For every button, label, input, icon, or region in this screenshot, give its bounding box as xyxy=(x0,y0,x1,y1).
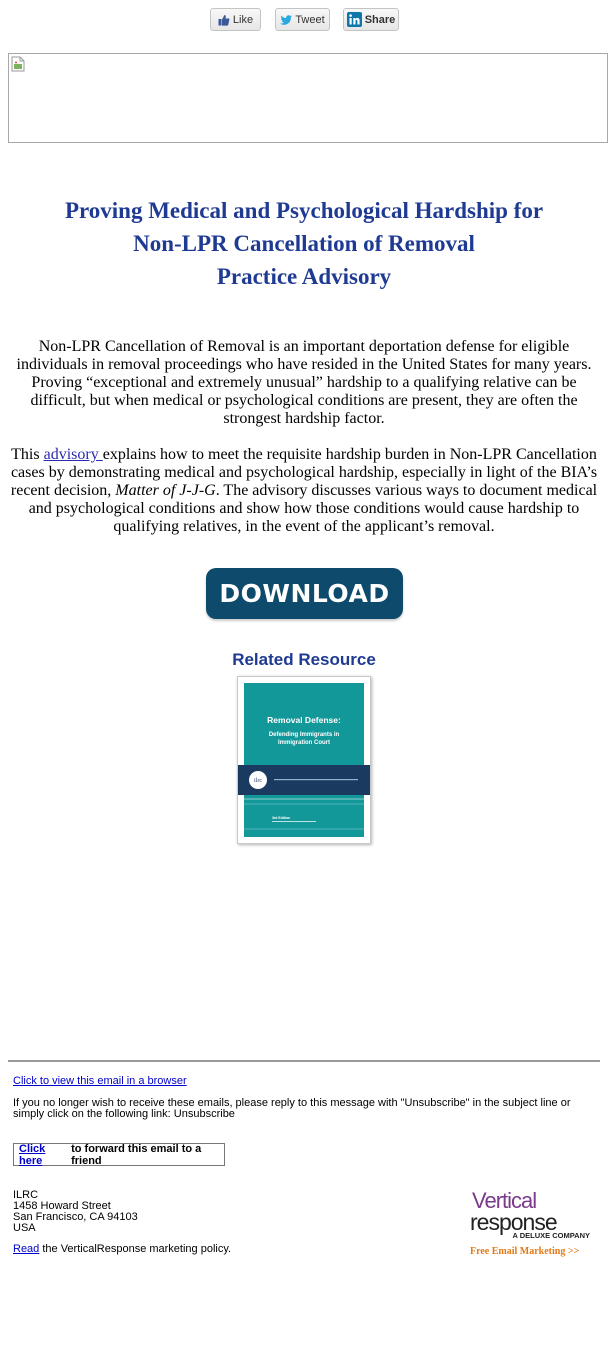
related-resource-heading: Related Resource xyxy=(232,650,376,669)
book-title-2: Defending Immigrants in xyxy=(268,732,340,738)
body-suffix: . The advisory discusses various ways to document medical and psychological conditions and show how those conditions would cause hardship to qualifying relatives, in the event of the applicant’s removal. xyxy=(28,482,598,535)
ilrc-logo-text: ilrc xyxy=(254,778,262,784)
read-policy-link[interactable]: Read xyxy=(13,1243,40,1255)
country: USA xyxy=(13,1222,36,1234)
body-prefix: This xyxy=(11,446,44,463)
tweet-label: Tweet xyxy=(295,13,325,26)
vr-tag: A DELUXE COMPANY xyxy=(512,1231,590,1240)
related-resource-book-cover[interactable] xyxy=(237,676,371,844)
vr-logo-art xyxy=(468,1186,598,1258)
twitter-bird-icon xyxy=(280,15,292,25)
linkedin-icon xyxy=(347,12,362,27)
street: 1458 Howard Street xyxy=(13,1200,111,1212)
address-block xyxy=(13,1190,138,1234)
thumbs-up-icon xyxy=(218,14,230,26)
unsubscribe-text: If you no longer wish to receive these emails, please reply to this message with "Unsubscribe" in the subject line or simply click on the following link: Unsubscribe xyxy=(13,1097,571,1120)
linkedin-share-button[interactable] xyxy=(343,8,399,31)
org-name: ILRC xyxy=(13,1189,39,1201)
forward-email-box xyxy=(13,1143,225,1166)
title-line-1: Proving Medical and Psychological Hardship for xyxy=(64,198,544,223)
body-paragraph xyxy=(8,446,600,536)
vr-line-1: Vertical xyxy=(472,1188,537,1213)
page-title xyxy=(20,194,588,293)
policy-row xyxy=(13,1244,231,1255)
download-button[interactable]: DOWNLOAD xyxy=(206,568,403,619)
case-name: Matter of J-J-G xyxy=(115,482,216,499)
book-title-1: Removal Defense: xyxy=(267,715,341,725)
like-label: Like xyxy=(232,13,254,26)
header-banner-image xyxy=(8,53,608,143)
forward-text: to forward this email to a friend xyxy=(71,1142,202,1167)
body-middle: explains how to meet the requisite hardship burden in Non-LPR Cancellation cases by demonstrating medical and psychological hardship, especially in light of the BIA’s recent decision, xyxy=(10,446,598,499)
advisory-link[interactable]: advisory xyxy=(43,446,103,463)
book-cover-art xyxy=(238,677,370,843)
verticalresponse-logo[interactable] xyxy=(468,1186,598,1258)
city: San Francisco, CA 94103 xyxy=(13,1211,138,1223)
policy-text: the VerticalResponse marketing policy. xyxy=(42,1243,232,1255)
vr-cta: Free Email Marketing >> xyxy=(470,1246,580,1257)
intro-paragraph: Non-LPR Cancellation of Removal is an important deportation defense for eligible individuals in removal proceedings who have resided in the United States for many years. Proving “exceptional and extremely unusual” hardship to a qualifying relative can be difficult, but when medical or psychological conditions are present, they are often the strongest hardship factor. xyxy=(16,338,592,427)
forward-link[interactable]: Click here xyxy=(19,1142,46,1167)
cover-background xyxy=(244,683,364,837)
book-edition: 3rd Edition xyxy=(272,816,291,820)
view-in-browser-row xyxy=(13,1076,187,1087)
share-label: Share xyxy=(364,13,396,26)
twitter-tweet-button[interactable] xyxy=(275,8,330,31)
facebook-like-button[interactable] xyxy=(210,8,261,31)
view-in-browser-link[interactable]: Click to view this email in a browser xyxy=(13,1075,187,1087)
vr-line-2: response xyxy=(470,1209,557,1235)
footer-divider xyxy=(8,1060,600,1062)
book-title-3: Immigration Court xyxy=(278,740,330,746)
title-line-2: Non-LPR Cancellation of Removal xyxy=(133,231,475,256)
title-line-3: Practice Advisory xyxy=(216,264,392,289)
broken-image-icon xyxy=(11,56,25,72)
